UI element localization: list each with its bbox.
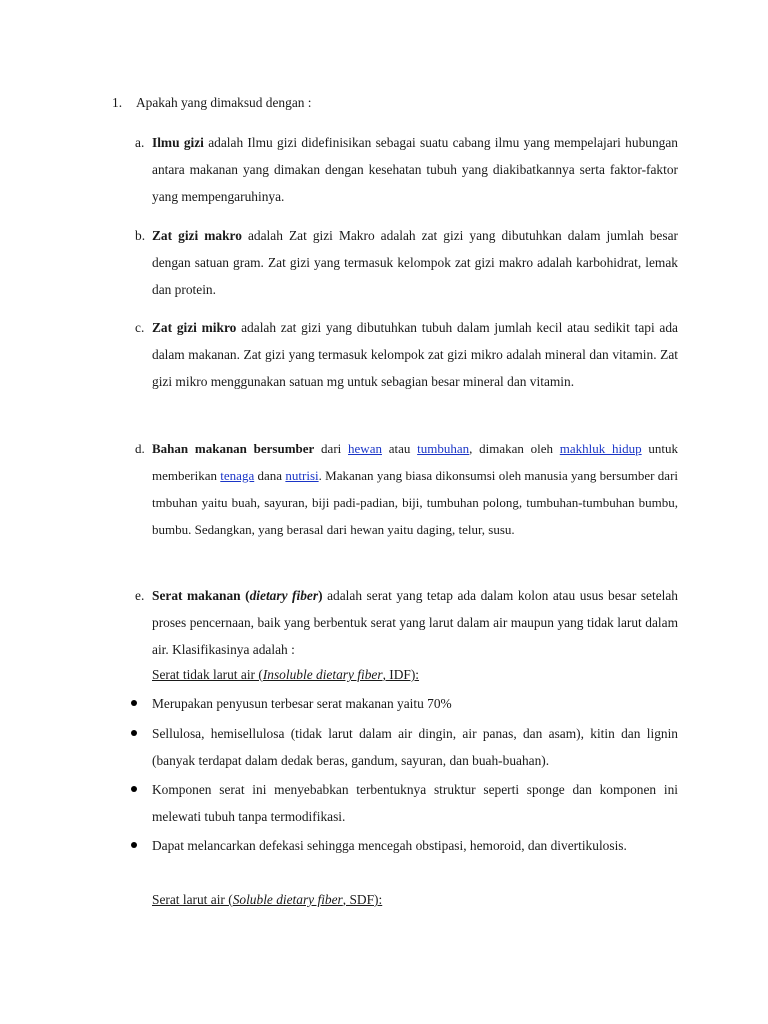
item-text: adalah serat yang tetap ada dalam kolon atau usus besar setelah proses pencernaan, baik yang berbentuk serat yang larut dalam air maupun yang tidak larut dalam air. Klasifikasinya adalah : (152, 588, 678, 657)
bullet-dot-icon (131, 700, 137, 706)
heading-text: Serat larut air ( (152, 892, 233, 907)
bullet-item (152, 690, 678, 717)
bullet-text: Sellulosa, hemisellulosa (tidak larut dalam air dingin, air panas, dan asam), kitin dan lignin (banyak terdapat dalam dedak beras, gandum, sayuran, dan buah-buahan). (152, 726, 678, 768)
question-number: 1. (112, 95, 123, 110)
item-term: Zat gizi makro (152, 228, 242, 243)
soluble-heading (152, 887, 382, 913)
link-nutrisi[interactable]: nutrisi (285, 468, 319, 483)
definition-item-e (135, 582, 678, 663)
bullet-item (152, 720, 678, 774)
question-heading (112, 90, 312, 116)
item-text: , dimakan oleh (469, 441, 560, 456)
link-hewan[interactable]: hewan (348, 441, 382, 456)
heading-italic: Soluble dietary fiber (232, 892, 343, 907)
item-marker: e. (135, 588, 145, 603)
item-marker: b. (135, 228, 146, 243)
item-term: Ilmu gizi (152, 135, 204, 150)
bullet-dot-icon (131, 786, 137, 792)
bullet-item (152, 776, 678, 830)
item-text: untuk memberikan (152, 441, 679, 483)
definition-item-c (135, 314, 678, 395)
item-term: Zat gizi mikro (152, 320, 237, 335)
definition-item-b (135, 222, 678, 303)
link-makhluk-hidup[interactable]: makhluk hidup (559, 441, 642, 456)
link-tumbuhan[interactable]: tumbuhan (417, 441, 470, 456)
bullet-dot-icon (131, 730, 137, 736)
item-term-italic: dietary fiber (249, 588, 319, 603)
item-text: atau (381, 441, 418, 456)
heading-italic: Insoluble dietary fiber (262, 667, 383, 682)
definition-item-d (135, 435, 679, 543)
item-marker: d. (135, 441, 145, 456)
item-text: adalah Zat gizi Makro adalah zat gizi yang dibutuhkan dalam jumlah besar dengan satuan gram. Zat gizi yang termasuk kelompok zat gizi makro adalah karbohidrat, lemak dan protein. (152, 228, 678, 297)
bullet-dot-icon (131, 842, 137, 848)
bullet-text: Merupakan penyusun terbesar serat makanan yaitu 70% (152, 696, 452, 711)
bullet-text: Komponen serat ini menyebabkan terbentuknya struktur seperti sponge dan komponen ini melewati tubuh tanpa termodifikasi. (152, 782, 678, 824)
item-text: adalah Ilmu gizi didefinisikan sebagai suatu cabang ilmu yang mempelajari hubungan antara makanan yang dimakan dengan kesehatan tubuh yang diakibatkannya serta faktor-faktor yang mempengaruhinya. (152, 135, 678, 204)
item-term-close: ) (318, 588, 323, 603)
definition-item-a (135, 129, 678, 210)
item-marker: a. (135, 135, 145, 150)
item-term: Bahan makanan bersumber (152, 441, 315, 456)
bullet-item (152, 832, 678, 859)
item-marker: c. (135, 320, 145, 335)
question-text: Apakah yang dimaksud dengan : (136, 95, 312, 110)
insoluble-heading (152, 662, 419, 688)
heading-text: Serat tidak larut air ( (152, 667, 263, 682)
item-term: Serat makanan ( (152, 588, 250, 603)
item-text: dari (314, 441, 349, 456)
item-text: . Makanan yang biasa dikonsumsi oleh manusia yang bersumber dari tmbuhan yaitu buah, sayuran, biji padi-padian, biji, tumbuhan polong, tumbuhan-tumbuhan bumbu, bumbu. Sedangkan, yang berasal dari hewan yaitu daging, telur, susu. (152, 468, 679, 537)
heading-text: , IDF): (382, 667, 420, 682)
heading-text: , SDF): (342, 892, 383, 907)
item-text: dana (254, 468, 286, 483)
link-tenaga[interactable]: tenaga (220, 468, 255, 483)
bullet-text: Dapat melancarkan defekasi sehingga mencegah obstipasi, hemoroid, dan divertikulosis. (152, 838, 627, 853)
item-text: adalah zat gizi yang dibutuhkan tubuh dalam jumlah kecil atau sedikit tapi ada dalam makanan. Zat gizi yang termasuk kelompok zat gizi mikro adalah mineral dan vitamin. Zat gizi mikro menggunakan satuan mg untuk sebagian besar mineral dan vitamin. (152, 320, 678, 389)
